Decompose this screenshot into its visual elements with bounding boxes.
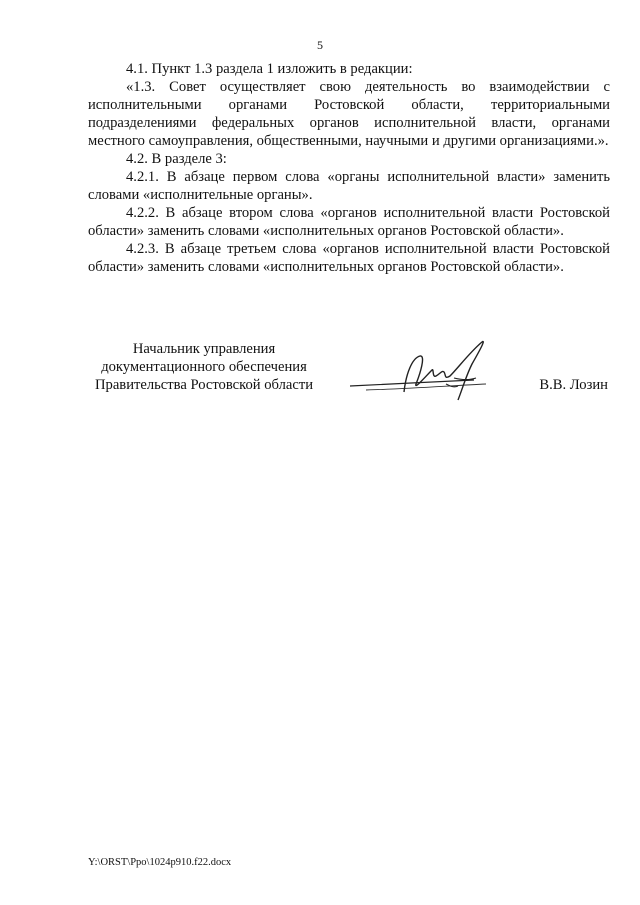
signer-position-line-3: Правительства Ростовской области	[94, 377, 314, 393]
paragraph-4-2-3: 4.2.3. В абзаце третьем слова «органов исполнительной власти Ростовской области» заменить словами «исполнительных органов Ростовской области».	[88, 241, 610, 275]
paragraph-4-2-2: 4.2.2. В абзаце втором слова «органов исполнительной власти Ростовской области» заменить словами «исполнительных органов Ростовской области».	[88, 205, 610, 239]
handwritten-signature	[346, 334, 506, 404]
file-path: Y:\ORST\Ppo\1024p910.f22.docx	[88, 857, 232, 868]
signer-name: В.В. Лозин	[539, 377, 608, 393]
paragraph-4-2-1: 4.2.1. В абзаце первом слова «органы исполнительной власти» заменить словами «исполнительные органы».	[88, 169, 610, 203]
paragraph-4-2: 4.2. В разделе 3:	[126, 151, 227, 167]
signer-position-line-1: Начальник управления	[132, 341, 276, 357]
paragraph-4-1: 4.1. Пункт 1.3 раздела 1 изложить в редакции:	[126, 61, 413, 77]
document-body	[88, 60, 610, 276]
signer-position	[88, 340, 320, 394]
page-number: 5	[317, 38, 323, 52]
signer-position-line-2: документационного обеспечения	[101, 359, 307, 375]
paragraph-1-3-text: «1.3. Совет осуществляет свою деятельность во взаимодействии с исполнительными органами Ростовской области, территориальными подразделениями федеральных органов исполнительной власти, органами местного самоуправления, общественными, научными и другими организациями.».	[88, 79, 610, 149]
